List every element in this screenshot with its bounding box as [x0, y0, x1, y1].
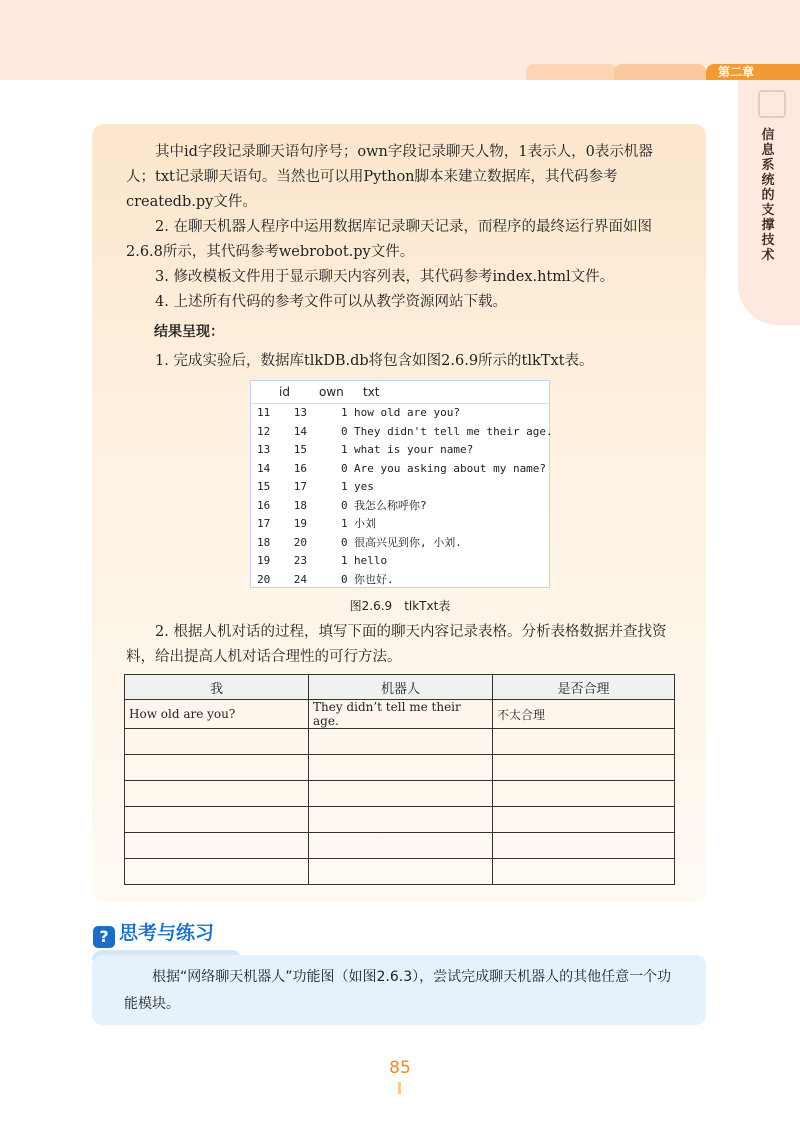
db-cell-id: 16	[293, 461, 307, 475]
db-cell-own: 1	[341, 443, 348, 456]
side-label: 信息系统的支撑技术	[761, 128, 775, 263]
db-cell-txt: 你也好.	[354, 572, 394, 586]
record-cell	[493, 729, 675, 755]
db-cell-id: 13	[293, 406, 307, 419]
record-cell	[309, 833, 493, 859]
db-cell-own: 0	[341, 498, 348, 512]
db-cell-rownum: 12	[257, 424, 271, 438]
record-cell	[125, 859, 309, 885]
record-cell	[309, 729, 493, 755]
db-cell-own: 0	[341, 424, 348, 438]
paragraph: 2. 在聊天机器人程序中运用数据库记录聊天记录，而程序的最终运行界面如图2.6.8所示，其代码参考webrobot.py文件。	[126, 219, 652, 260]
db-cell-rownum: 20	[257, 572, 271, 586]
record-cell	[309, 781, 493, 807]
db-cell-own: 1	[341, 480, 348, 493]
db-cell-rownum: 18	[257, 535, 271, 549]
record-cell	[493, 807, 675, 833]
db-table-row	[251, 571, 549, 590]
db-table-row	[251, 423, 553, 442]
page-number: 85	[389, 1058, 411, 1078]
chat-record-table	[124, 674, 675, 885]
db-cell-rownum: 17	[257, 517, 271, 530]
db-table-header	[251, 381, 549, 404]
figure-caption: 图2.6.9 tlkTxt表	[349, 599, 451, 613]
db-cell-id: 19	[293, 517, 307, 530]
paragraph: 4. 上述所有代码的参考文件可以从教学资源网站下载。	[155, 294, 507, 310]
db-cell-txt: 小刘	[354, 517, 376, 530]
db-cell-id: 17	[293, 480, 307, 493]
record-cell	[309, 755, 493, 781]
db-cell-txt: hello	[354, 554, 388, 567]
db-cell-id: 18	[293, 498, 307, 512]
book-icon	[758, 90, 786, 118]
tab-decor	[526, 64, 618, 80]
db-cell-rownum: 13	[257, 443, 271, 456]
record-cell	[125, 729, 309, 755]
record-cell	[493, 859, 675, 885]
record-cell: How old are you?	[125, 700, 309, 729]
record-cell	[125, 755, 309, 781]
db-cell-id: 23	[293, 554, 307, 567]
db-cell-id: 20	[293, 535, 307, 549]
db-table-row	[251, 441, 549, 460]
think-title-text: 思考与练习	[119, 922, 215, 944]
record-cell	[309, 807, 493, 833]
db-table-row	[251, 404, 549, 423]
db-cell-own: 1	[341, 406, 348, 419]
record-cell	[125, 807, 309, 833]
paragraph: 2. 根据人机对话的过程，填写下面的聊天内容记录表格。分析表格数据并查找资料，给出提高人机对话合理性的可行方法。	[126, 624, 667, 665]
db-table-row	[251, 515, 549, 534]
question-icon: ?	[93, 926, 115, 948]
db-table-body	[251, 404, 553, 589]
paragraph: 1. 完成实验后，数据库tlkDB.db将包含如图2.6.9所示的tlkTxt表。	[155, 353, 594, 369]
record-cell	[493, 755, 675, 781]
db-table-row	[251, 478, 549, 497]
db-cell-txt: They didn't tell me their age.	[354, 424, 553, 438]
section-heading: 结果呈现：	[154, 324, 224, 340]
record-cell	[493, 833, 675, 859]
db-cell-txt: 我怎么称呼你?	[354, 498, 427, 512]
think-text: 根据“网络聊天机器人”功能图（如图2.6.3），尝试完成聊天机器人的其他任意一个功能模块。	[124, 969, 672, 1012]
db-cell-own: 0	[341, 461, 348, 475]
record-header-robot: 机器人	[309, 675, 493, 700]
db-cell-own: 1	[341, 554, 348, 567]
db-cell-txt: 很高兴见到你, 小刘.	[354, 535, 462, 549]
record-cell	[309, 859, 493, 885]
db-cell-own: 0	[341, 572, 348, 586]
db-cell-rownum: 15	[257, 480, 271, 493]
record-header-reasonable: 是否合理	[493, 675, 675, 700]
record-cell	[125, 781, 309, 807]
tab-decor	[614, 64, 706, 80]
db-table-figure	[250, 380, 553, 588]
db-cell-own: 0	[341, 535, 348, 549]
db-table-row	[251, 460, 549, 479]
record-cell: They didn’t tell me their age.	[309, 700, 493, 729]
record-cell	[125, 833, 309, 859]
db-cell-txt: Are you asking about my name?	[354, 461, 547, 475]
paragraph: 其中id字段记录聊天语句序号；own字段记录聊天人物，1表示人，0表示机器人；txt记录聊天语句。当然也可以用Python脚本来建立数据库，其代码参考createdb.py文件。	[126, 144, 653, 210]
db-header-own: own	[319, 385, 344, 399]
record-cell: 不太合理	[493, 700, 675, 729]
db-cell-txt: what is your name?	[354, 443, 474, 456]
db-table-row	[251, 552, 549, 571]
db-table-row	[251, 497, 549, 516]
db-cell-txt: yes	[354, 480, 374, 493]
db-cell-id: 15	[293, 443, 307, 456]
page-mark	[398, 1082, 401, 1094]
db-cell-id: 24	[293, 572, 307, 586]
db-header-id: id	[279, 385, 290, 399]
record-cell	[493, 781, 675, 807]
db-cell-own: 1	[341, 517, 348, 530]
db-table-row	[251, 534, 549, 553]
db-cell-id: 14	[293, 424, 307, 438]
db-cell-rownum: 14	[257, 461, 271, 475]
db-cell-rownum: 16	[257, 498, 271, 512]
paragraph: 3. 修改模板文件用于显示聊天内容列表，其代码参考index.html文件。	[155, 269, 615, 285]
record-header-me: 我	[125, 675, 309, 700]
db-cell-rownum: 19	[257, 554, 271, 567]
db-cell-rownum: 11	[257, 406, 271, 419]
think-section-title	[93, 918, 214, 948]
chapter-tab: 第二章	[706, 64, 800, 80]
db-header-txt: txt	[363, 385, 380, 399]
db-cell-txt: how old are you?	[354, 406, 460, 419]
